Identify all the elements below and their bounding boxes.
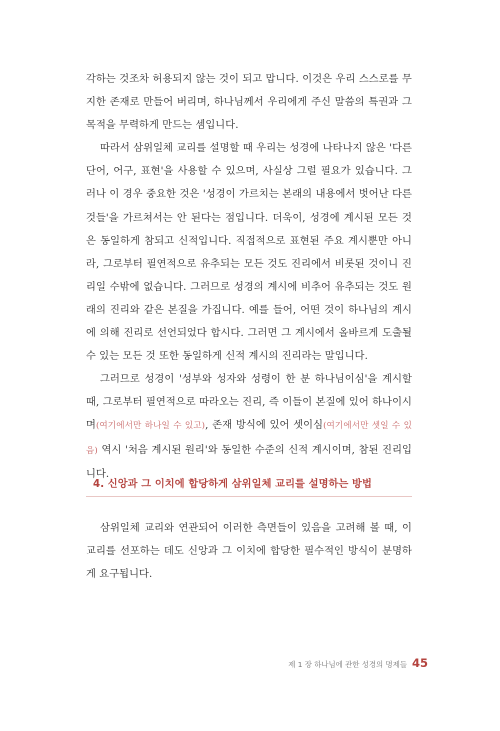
paragraph-3-part-b: , 존재 방식에 있어 셋이심 (205, 420, 324, 432)
paragraph-2: 따라서 삼위일체 교리를 설명할 때 우리는 성경에 나타나지 않은 '다른 단어, 어구, 표현'을 사용할 수 있으며, 사실상 그럴 필요가 있습니다. 그러나 이 경우 중요한 것은 '성경이 가르치는 본래의 내용에서 벗어난 다른 것들'을 가르쳐서는 안 된다는 점입니다. 더욱이, 성경에 계시된 모든 것은 동일하게 참되고 신적입니다. 직접적으로 표현된 주요 계시뿐만 아니라, 그로부터 필연적으로 유추되는 모든 것도 진리에서 비롯된 것이니 진리일 수밖에 없습니다. 그러므로 성경의 계시에 비추어 유추되는 것도 원래의 진리와 같은 본질을 가집니다. 예를 들어, 어떤 것이 하나님의 계시에 의해 진리로 선언되었다 합시다. 그러면 그 계시에서 올바르게 도출될 수 있는 모든 것 또한 동일하게 신적 계시의 진리라는 말입니다. (86, 143, 412, 363)
page-number: 45 (411, 656, 428, 670)
section-body (86, 517, 412, 586)
paragraph-3-part-c: 역시 '처음 계시된 원리'와 동일한 수준의 신적 계시이며, 참된 진리입니다. (86, 444, 412, 480)
page-footer (288, 656, 428, 670)
inline-note-2: (여기에서만 셋일 수 있음) (86, 421, 412, 456)
section-paragraph-1: 삼위일체 교리와 연관되어 이러한 측면들이 있음을 고려해 볼 때, 이 교리를 선포하는 데도 신앙과 그 이치에 합당한 필수적인 방식이 분명하게 요구됩니다. (86, 523, 412, 581)
section-heading: 4. 신앙과 그 이치에 합당하게 삼위일체 교리를 설명하는 방법 (93, 479, 372, 490)
inline-note-1: (여기에서만 하나일 수 있고) (95, 421, 206, 432)
heading-divider (86, 496, 412, 497)
paragraph-3-part-a: 그러므로 성경이 '성부와 성자와 성령이 한 분 하나님이심'을 계시할 때, 그로부터 필연적으로 따라오는 진리, 즉 이들이 본질에 있어 하나이시며 (86, 374, 412, 432)
body-text (86, 68, 412, 486)
chapter-running-title: 제 1 장 하나님에 관한 성경의 명제들 (288, 660, 407, 669)
paragraph-1: 각하는 것조차 허용되지 않는 것이 되고 맙니다. 이것은 우리 스스로를 무지한 존재로 만들어 버리며, 하나님께서 우리에게 주신 말씀의 특권과 그 목적을 무력하게 만드는 셈입니다. (86, 74, 412, 132)
paragraph-3 (86, 368, 412, 485)
